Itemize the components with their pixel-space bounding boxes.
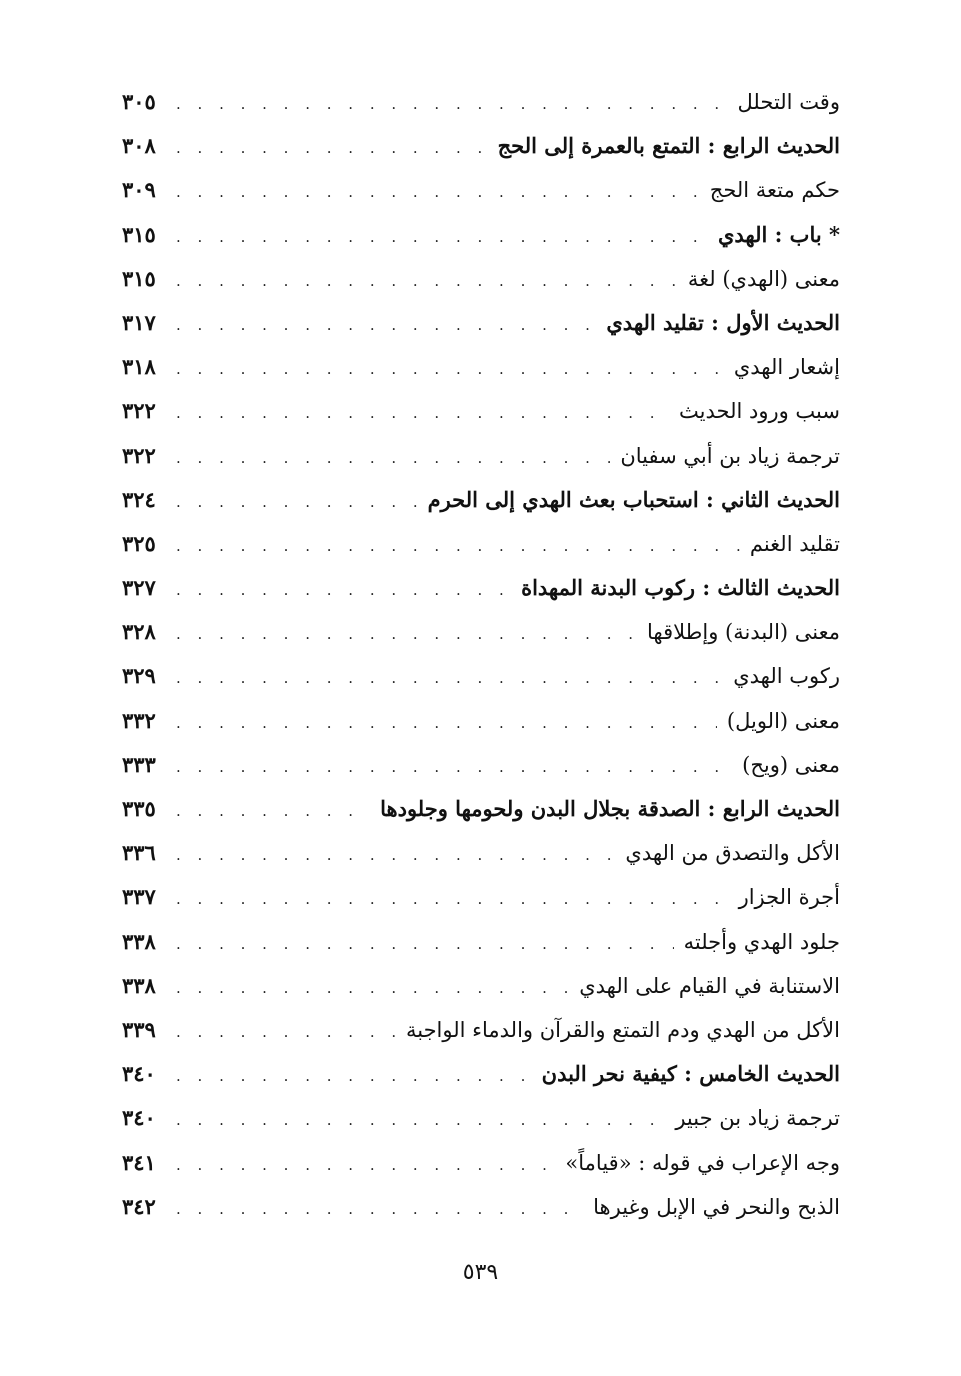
dot-leader — [176, 436, 610, 480]
toc-entry-title: الحديث الثالث : ركوب البدنة المهداة — [521, 575, 840, 601]
toc-entry-title: معنى (الويل) — [726, 708, 840, 733]
toc-entry — [122, 654, 840, 698]
dot-leader — [176, 745, 732, 789]
toc-entry-title: الاستنابة في القيام على الهدي — [579, 973, 840, 998]
toc-entry — [122, 213, 840, 257]
toc-entry-page: ٣٣٢ — [122, 707, 156, 733]
toc-entry-title: وقت التحلل — [737, 90, 840, 114]
toc-entry-title: وجه الإعراب في قوله : «قياماً» — [565, 1150, 840, 1175]
toc-entry — [122, 610, 840, 654]
dot-leader — [176, 259, 678, 303]
toc-entry-title: إشعار الهدي — [733, 355, 840, 380]
dot-leader — [176, 877, 729, 921]
toc-entry-page: ٣٠٨ — [122, 133, 156, 159]
toc-entry-page: ٣٣٩ — [122, 1016, 156, 1042]
toc-entry — [122, 1096, 840, 1140]
dot-leader — [176, 1054, 532, 1098]
toc-entry-title: * باب : الهدي — [717, 221, 840, 247]
dot-leader — [176, 568, 511, 612]
toc-entry — [122, 257, 840, 301]
toc-entry-page: ٣٣٨ — [122, 972, 156, 998]
toc-entry — [122, 743, 840, 787]
toc-entry — [122, 80, 840, 124]
toc-entry-title: ترجمة زياد بن أبي سفيان — [620, 443, 840, 468]
toc-entry-title: معنى (البدنة) وإطلاقها — [647, 620, 840, 645]
toc-entry-title: تقليد الغنم — [749, 531, 840, 556]
toc-entry-title: سبب ورود الحديث — [679, 399, 840, 424]
toc-entry-title: معنى (الهدي) لغة — [687, 266, 840, 291]
toc-entry-title: الحديث الرابع : التمتع بالعمرة إلى الحج — [497, 133, 840, 159]
dot-leader — [176, 82, 728, 126]
toc-entry-page: ٣٠٥ — [122, 89, 156, 114]
toc-entry — [122, 1008, 840, 1052]
toc-entry-page: ٣٣٨ — [122, 928, 156, 954]
dot-leader — [176, 126, 488, 170]
toc-entry — [122, 1052, 840, 1096]
dot-leader — [176, 656, 723, 700]
toc-entry-page: ٣٤١ — [122, 1149, 156, 1175]
toc-entry-title: أجرة الجزار — [738, 885, 840, 910]
toc-entry-page: ٣١٧ — [122, 309, 156, 335]
dot-leader — [176, 347, 724, 391]
toc-entry — [122, 566, 840, 610]
toc-entry-page: ٣٣٦ — [122, 840, 156, 866]
toc-entry-title: الحديث الخامس : كيفية نحر البدن — [541, 1061, 840, 1087]
toc-entry — [122, 301, 840, 345]
toc-entry-page: ٣٢٩ — [122, 663, 156, 689]
toc-entry-page: ٣٤٢ — [122, 1193, 156, 1219]
toc-entry — [122, 168, 840, 212]
toc-entry-page: ٣٢٢ — [122, 398, 156, 424]
toc-entry-title: الحديث الرابع : الصدقة بجلال البدن ولحومها وجلودها — [380, 796, 840, 821]
toc-entry-page: ٣٤٠ — [122, 1061, 156, 1087]
toc-entry-page: ٣٢٧ — [122, 575, 156, 601]
dot-leader — [176, 833, 615, 877]
toc-entry-page: ٣١٥ — [122, 265, 156, 291]
toc-entry-page: ٣٣٣ — [122, 751, 156, 777]
dot-leader — [176, 524, 740, 568]
toc-entry-page: ٣٣٥ — [122, 796, 156, 821]
toc-entry — [122, 124, 840, 168]
toc-entry — [122, 964, 840, 1008]
dot-leader — [176, 1010, 396, 1054]
dot-leader — [176, 1098, 665, 1142]
toc-entry — [122, 345, 840, 389]
dot-leader — [176, 480, 418, 524]
table-of-contents — [122, 80, 840, 1229]
toc-entry — [122, 434, 840, 478]
toc-entry — [122, 699, 840, 743]
dot-leader — [176, 701, 717, 745]
dot-leader — [176, 170, 700, 214]
toc-entry-title: معنى (ويح) — [742, 752, 840, 777]
dot-leader — [176, 1143, 555, 1187]
toc-entry-title: الذبح والنحر في الإبل وغيرها — [593, 1194, 840, 1219]
toc-entry — [122, 920, 840, 964]
toc-entry-title: الأكل والتصدق من الهدي — [625, 841, 840, 866]
toc-entry-title: ترجمة زياد بن جبير — [675, 1106, 840, 1131]
toc-entry — [122, 831, 840, 875]
toc-entry-page: ٣٢٢ — [122, 442, 156, 468]
toc-entry-page: ٣٤٠ — [122, 1105, 156, 1131]
dot-leader — [176, 966, 569, 1010]
toc-entry-page: ٣٢٨ — [122, 619, 156, 645]
toc-entry — [122, 478, 840, 522]
toc-entry-page: ٣٠٩ — [122, 177, 156, 203]
toc-entry — [122, 522, 840, 566]
toc-entry — [122, 875, 840, 919]
dot-leader — [176, 391, 669, 435]
toc-entry — [122, 1185, 840, 1229]
toc-entry-page: ٣١٨ — [122, 354, 156, 380]
toc-entry-page: ٣١٥ — [122, 221, 156, 247]
toc-entry-title: الحديث الثاني : استحباب بعث الهدي إلى الحرم — [427, 486, 840, 512]
toc-entry — [122, 1141, 840, 1185]
toc-entry-title: حكم متعة الحج — [709, 178, 840, 203]
toc-entry — [122, 389, 840, 433]
dot-leader — [176, 789, 370, 833]
toc-entry-page: ٣٢٤ — [122, 486, 156, 512]
toc-entry-title: جلود الهدي وأجلته — [683, 929, 840, 954]
toc-entry — [122, 787, 840, 831]
toc-entry-title: ركوب الهدي — [733, 664, 840, 689]
dot-leader — [176, 922, 674, 966]
toc-entry-page: ٣٣٧ — [122, 884, 156, 910]
page-number: ٥٣٩ — [462, 1260, 499, 1285]
toc-entry-page: ٣٢٥ — [122, 530, 156, 556]
dot-leader — [176, 1187, 583, 1231]
dot-leader — [176, 303, 596, 347]
dot-leader — [176, 215, 708, 259]
toc-entry-title: الأكل من الهدي ودم التمتع والقرآن والدماء الواجبة — [405, 1017, 840, 1042]
dot-leader — [176, 612, 637, 656]
toc-entry-title: الحديث الأول : تقليد الهدي — [606, 309, 840, 335]
